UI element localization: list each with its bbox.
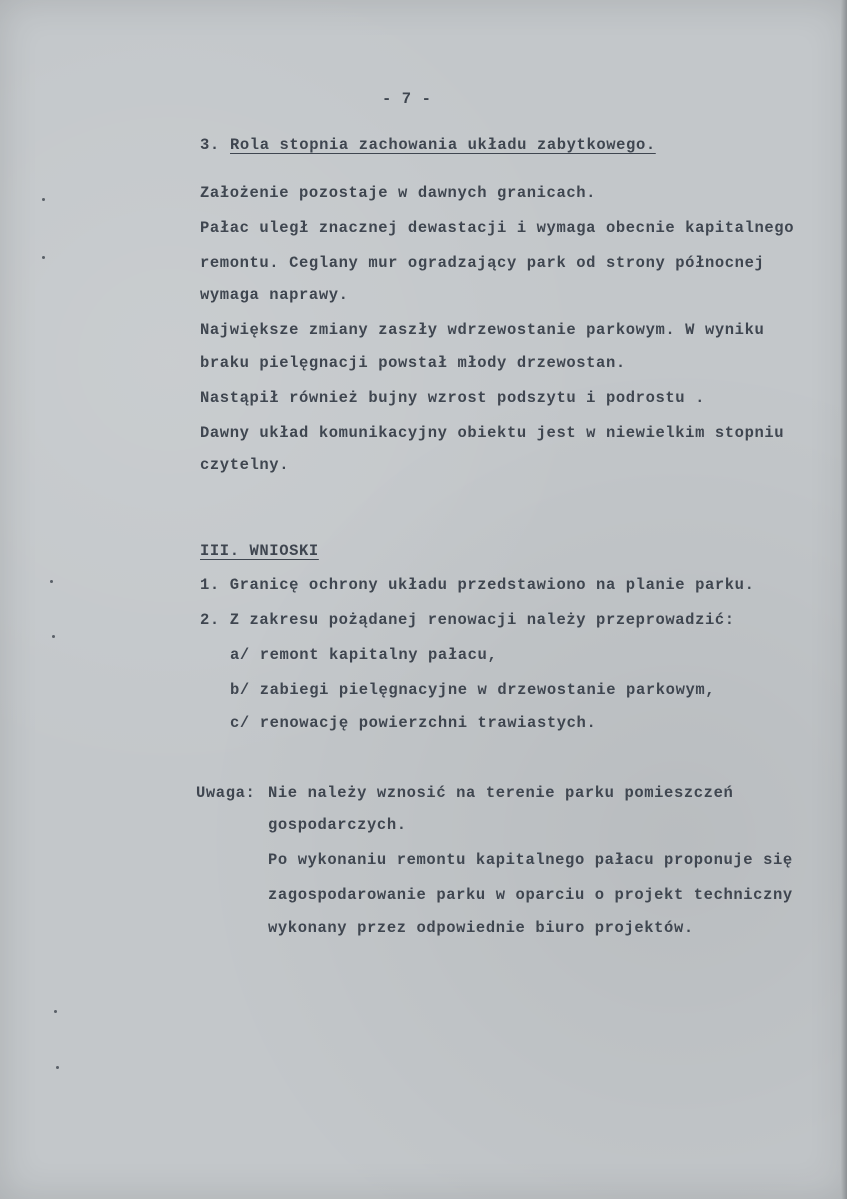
sub-list-item: c/ renowację powierzchni trawiastych. bbox=[230, 714, 597, 732]
paragraph-line: remontu. Ceglany mur ogradzający park od strony północnej bbox=[200, 254, 765, 272]
paragraph-line: wymaga naprawy. bbox=[200, 286, 349, 304]
margin-speck bbox=[52, 635, 55, 638]
margin-speck bbox=[42, 256, 45, 259]
paragraph-line: braku pielęgnacji powstał młody drzewostan. bbox=[200, 354, 626, 372]
section-3-number: 3. bbox=[200, 136, 220, 154]
margin-speck bbox=[50, 580, 53, 583]
margin-speck bbox=[42, 198, 45, 201]
note-line: Nie należy wznosić na terenie parku pomieszczeń bbox=[268, 784, 734, 802]
note-line: gospodarczych. bbox=[268, 816, 407, 834]
paragraph-line: Największe zmiany zaszły wdrzewostanie parkowym. W wyniku bbox=[200, 321, 765, 339]
page-edge bbox=[841, 0, 847, 1199]
sub-list-item: a/ remont kapitalny pałacu, bbox=[230, 646, 498, 664]
paragraph-line: czytelny. bbox=[200, 456, 290, 474]
section-iii-heading: III. WNIOSKI bbox=[200, 542, 319, 560]
list-item: 1. Granicę ochrony układu przedstawiono na planie parku. bbox=[200, 576, 755, 594]
paragraph-line: Dawny układ komunikacyjny obiektu jest w niewielkim stopniu bbox=[200, 424, 785, 442]
page-number: - 7 - bbox=[382, 90, 432, 108]
margin-speck bbox=[54, 1010, 57, 1013]
paragraph-line: Nastąpił również bujny wzrost podszytu i podrostu . bbox=[200, 389, 705, 407]
margin-speck bbox=[56, 1066, 59, 1069]
note-line: Po wykonaniu remontu kapitalnego pałacu proponuje się bbox=[268, 851, 793, 869]
note-line: zagospodarowanie parku w oparciu o projekt techniczny bbox=[268, 886, 793, 904]
list-item: 2. Z zakresu pożądanej renowacji należy przeprowadzić: bbox=[200, 611, 735, 629]
paragraph-line: Pałac uległ znacznej dewastacji i wymaga obecnie kapitalnego bbox=[200, 219, 795, 237]
section-3-heading: Rola stopnia zachowania układu zabytkowego. bbox=[230, 136, 656, 154]
note-label: Uwaga: bbox=[196, 784, 256, 802]
sub-list-item: b/ zabiegi pielęgnacyjne w drzewostanie parkowym, bbox=[230, 681, 716, 699]
paragraph-line: Założenie pozostaje w dawnych granicach. bbox=[200, 184, 597, 202]
note-line: wykonany przez odpowiednie biuro projektów. bbox=[268, 919, 694, 937]
